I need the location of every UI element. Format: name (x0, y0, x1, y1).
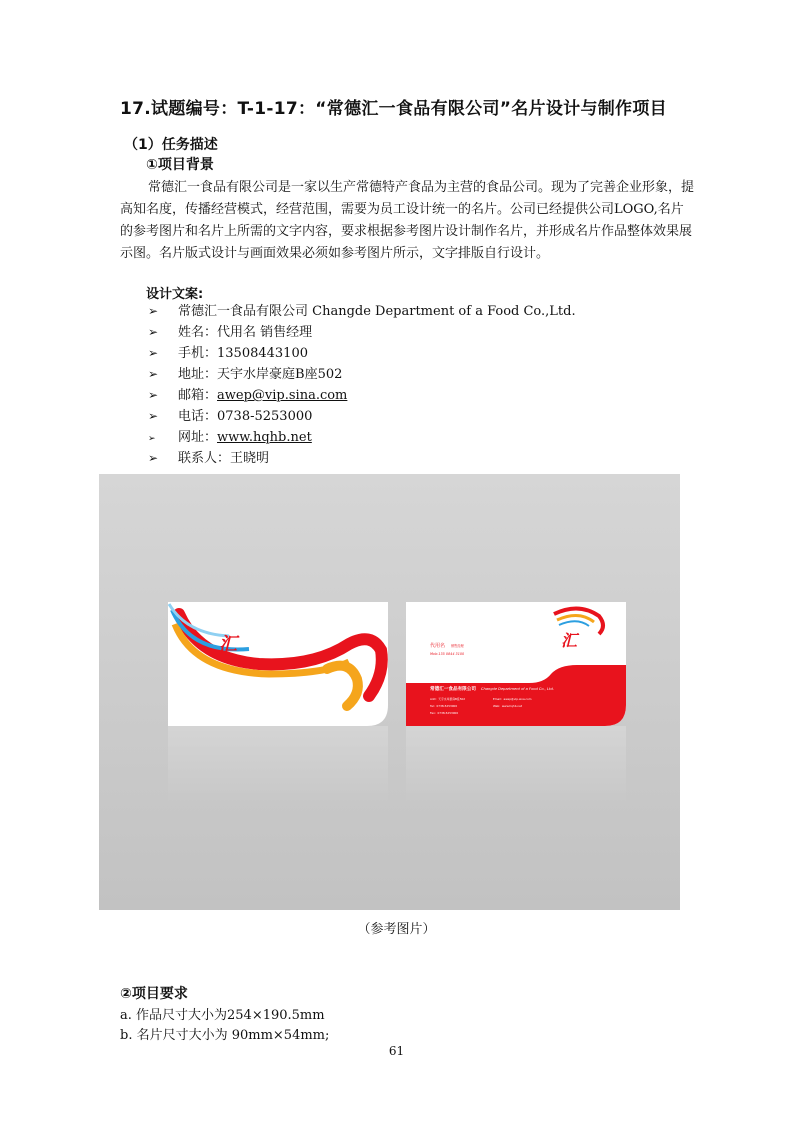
card-tel: Tel：0738-5253000 (430, 704, 458, 708)
arrow-bullet-icon: ➢ (148, 451, 159, 465)
arrow-bullet-icon: ➢ (148, 367, 159, 381)
page-number: 61 (388, 1044, 405, 1058)
requirement-item: a. 作品尺寸大小为254×190.5mm (120, 1008, 325, 1023)
card-email: Email：awep@vip.sina.com (493, 697, 532, 701)
arrow-bullet-icon: ➢ (148, 304, 159, 318)
reference-image (99, 474, 680, 910)
logo-mark: 汇 (219, 634, 237, 655)
section-heading-task: （1）任务描述 (124, 137, 218, 153)
list-item: ➢ 电话：0738-5253000 (148, 406, 576, 427)
card-company-cn: 常德汇一食品有限公司 (430, 687, 476, 692)
requirement-item: b. 名片尺寸大小为 90mm×54mm; (120, 1028, 330, 1043)
card-mobile: Mob:135 0844 3100 (430, 652, 465, 656)
figure-caption: （参考图片） (357, 922, 436, 937)
card-name: 代用名 (430, 643, 446, 649)
background-paragraph: 常德汇一食品有限公司是一家以生产常德特产食品为主营的食品公司。现为了完善企业形象，提高知名度，传播经营模式，经营范围，需要为员工设计统一的名片。公司已经提供公司LOGO,名片的参考图片和名片上所需的文字内容，要求根据参考图片设计制作名片，并形成名片作品整体效果展示图。名片版式设计与画面效果必须如参考图片所示，文字排版自行设计。 (120, 180, 695, 261)
arrow-bullet-icon: ➢ (148, 325, 159, 339)
card-front (406, 602, 626, 804)
copy-heading: 设计文案: (146, 287, 204, 302)
arrow-bullet-icon: ➢ (148, 409, 159, 423)
list-item: ➢ 姓名：代用名 销售经理 (148, 322, 576, 343)
list-item: ➢ 网址：www.hqhb.net (148, 427, 576, 448)
page-title: 17.试题编号：T-1-17：“常德汇一食品有限公司”名片设计与制作项目 (120, 99, 667, 119)
email-link[interactable]: awep@vip.sina.com (217, 388, 348, 403)
list-item: ➢ 手机：13508443100 (148, 343, 576, 364)
website-link[interactable]: www.hqhb.net (217, 430, 312, 445)
arrow-bullet-icon: ➢ (148, 434, 156, 444)
list-item: ➢ 邮箱：awep@vip.sina.com (148, 385, 576, 406)
copy-list (148, 301, 576, 469)
card-company-en: Changde Department of a Food Co., Ltd. (481, 687, 554, 691)
business-card-mockup (99, 474, 680, 910)
card-web: Web：www.hqhb.net (493, 704, 522, 708)
list-item: ➢ 联系人：王晓明 (148, 448, 576, 469)
card-fax: Fax：0738-5253000 (430, 711, 459, 715)
list-item: ➢ 常德汇一食品有限公司 Changde Department of a Food Co.,Ltd. (148, 301, 576, 322)
requirements-heading: ②项目要求 (120, 986, 188, 1002)
card-address: Add：天宇水岸豪庭B座502 (430, 697, 466, 701)
card-title: 销售经理 (451, 644, 464, 648)
subheading-background: ①项目背景 (146, 157, 214, 173)
arrow-bullet-icon: ➢ (148, 346, 159, 360)
card-back (168, 602, 388, 804)
logo-mark-front: 汇 (561, 631, 578, 650)
arrow-bullet-icon: ➢ (148, 388, 159, 402)
list-item: ➢ 地址：天宇水岸豪庭B座502 (148, 364, 576, 385)
